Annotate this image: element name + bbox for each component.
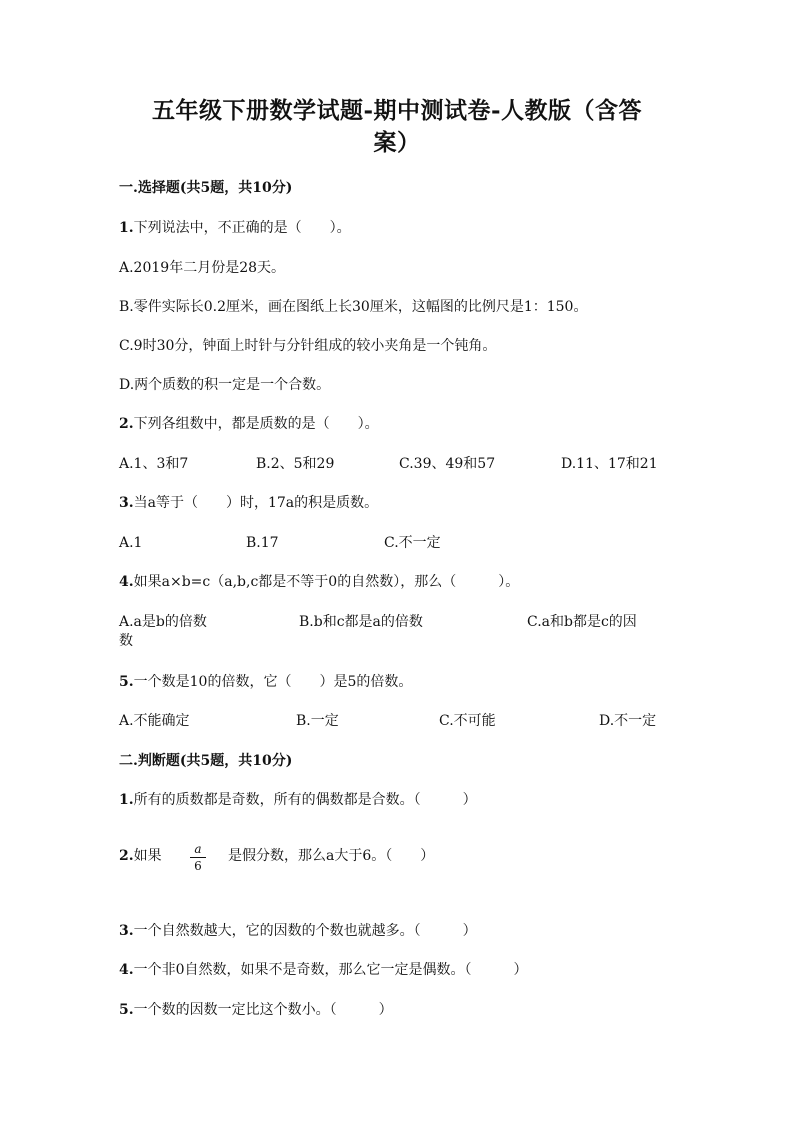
judge-q2 (119, 847, 162, 865)
fraction-numerator: a (194, 842, 202, 856)
choice-q3-option-a: A.1 (119, 535, 143, 551)
fraction-denominator: 6 (194, 859, 202, 873)
choice-q5-option-a: A.不能确定 (119, 713, 190, 729)
choice-q5-stem (119, 673, 412, 691)
question-number: 1. (119, 220, 134, 236)
choice-q1-option-a: A.2019年二月份是28天。 (119, 260, 286, 276)
question-text: 当a等于（ ）时，17a的积是质数。 (133, 495, 379, 511)
exam-title (119, 95, 675, 159)
choice-q2-option-d: D.11、17和21 (561, 456, 658, 472)
question-number: 2. (119, 416, 134, 432)
choice-q5-option-d: D.不一定 (599, 713, 657, 729)
question-number: 2. (119, 848, 134, 864)
choice-q4-option-c-continued: 数 (119, 633, 133, 649)
question-number: 3. (119, 923, 134, 939)
choice-q4-stem (119, 573, 519, 591)
question-text: 一个数是10的倍数，它（ ）是5的倍数。 (133, 674, 413, 690)
fraction-bar (190, 857, 206, 858)
fraction-a-over-6 (190, 842, 206, 873)
question-text: 下列各组数中，都是质数的是（ ）。 (133, 416, 379, 432)
judge-q3 (119, 922, 477, 940)
judge-q4 (119, 961, 528, 979)
choice-q2-option-c: C.39、49和57 (399, 456, 496, 472)
choice-q3-stem (119, 494, 378, 512)
question-text: 如果a×b=c（a,b,c都是不等于0的自然数），那么（ ）。 (133, 574, 520, 590)
question-text: 一个数的因数一定比这个数小。（ ） (133, 1002, 393, 1018)
question-text: 一个非0自然数，如果不是奇数，那么它一定是偶数。（ ） (133, 962, 528, 978)
question-number: 4. (119, 574, 134, 590)
exam-title-line2: 案） (373, 129, 421, 156)
choice-q2-stem (119, 415, 379, 433)
question-text: 下列说法中，不正确的是（ ）。 (133, 220, 351, 236)
question-text: 一个自然数越大，它的因数的个数也就越多。（ ） (133, 923, 477, 939)
exam-title-line1: 五年级下册数学试题-期中测试卷-人教版（含答 (151, 97, 643, 124)
section-heading-true-false: 二.判断题(共5题，共10分) (119, 753, 293, 769)
choice-q3-option-b: B.17 (246, 535, 279, 551)
question-number: 5. (119, 674, 134, 690)
choice-q1-stem (119, 219, 351, 237)
question-number: 1. (119, 792, 134, 808)
question-number: 3. (119, 495, 134, 511)
question-text: 所有的质数都是奇数，所有的偶数都是合数。（ ） (133, 792, 477, 808)
choice-q3-option-c: C.不一定 (384, 535, 441, 551)
question-number: 4. (119, 962, 134, 978)
choice-q1-option-d: D.两个质数的积一定是一个合数。 (119, 377, 331, 393)
choice-q5-option-b: B.一定 (296, 713, 339, 729)
question-text-prefix: 如果 (133, 848, 162, 864)
choice-q4-option-a: A.a是b的倍数 (119, 614, 207, 630)
choice-q2-option-b: B.2、5和29 (256, 456, 335, 472)
judge-q5 (119, 1001, 393, 1019)
choice-q1-option-b: B.零件实际长0.2厘米，画在图纸上长30厘米，这幅图的比例尺是1：150。 (119, 299, 588, 315)
choice-q5-option-c: C.不可能 (439, 713, 496, 729)
choice-q4-option-b: B.b和c都是a的倍数 (299, 614, 423, 630)
question-number: 5. (119, 1002, 134, 1018)
choice-q2-option-a: A.1、3和7 (119, 456, 189, 472)
judge-q2-suffix: 是假分数，那么a大于6。（ ） (228, 848, 435, 864)
choice-q4-option-c: C.a和b都是c的因 (527, 614, 637, 630)
choice-q1-option-c: C.9时30分，钟面上时针与分针组成的较小夹角是一个钝角。 (119, 338, 497, 354)
section-heading-choice: 一.选择题(共5题，共10分) (119, 180, 293, 196)
judge-q1 (119, 791, 477, 809)
